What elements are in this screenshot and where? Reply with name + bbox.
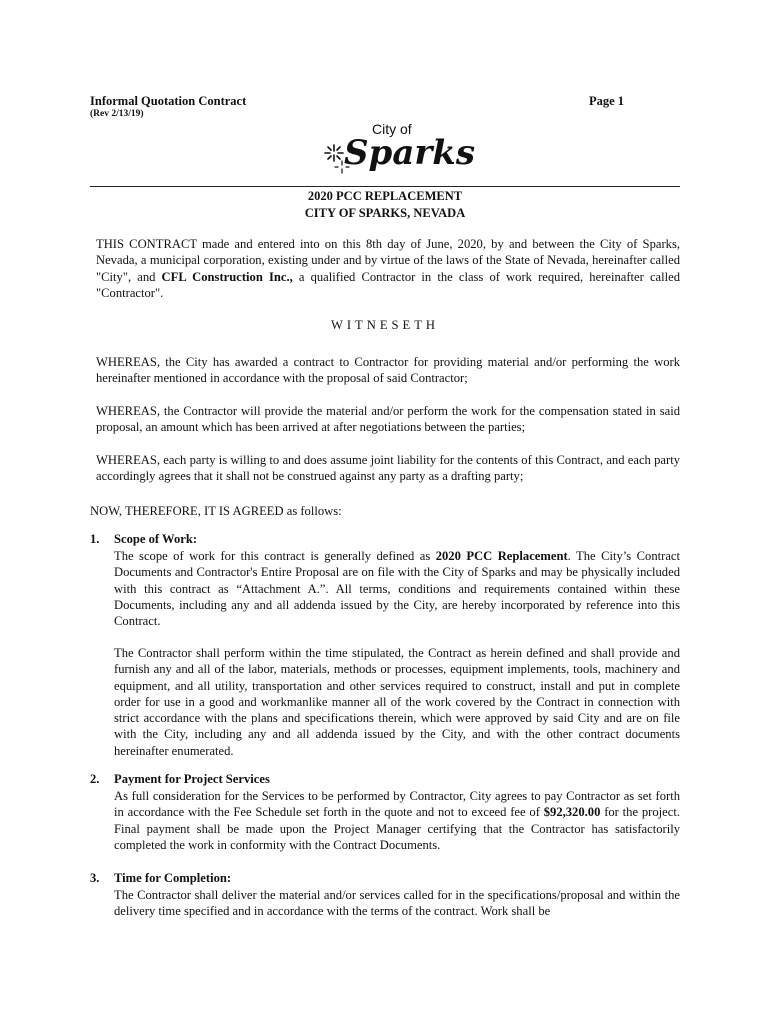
city-of-sparks-logo <box>322 114 475 176</box>
sparkle-icon <box>325 145 343 161</box>
page-number: Page 1 <box>589 94 625 108</box>
section-2-heading: Payment for Project Services <box>114 772 270 786</box>
section-3-number: 3. <box>90 871 100 885</box>
header-divider <box>90 186 680 187</box>
section-2-paragraph: As full consideration for the Services to be performed by Contractor, City agrees to pay Contractor as set forth in accordance with the Fee Schedule set forth in the quote and not to exceed fee of $92,320.00 for the project. Final payment shall be made upon the Project Manager certifying that the Contractor has satisfactorily completed the work in conformity with the Contract Documents. <box>114 789 680 852</box>
contract-amount: $92,320.00 <box>543 805 601 820</box>
section-1-number: 1. <box>90 532 100 546</box>
whereas-3: WHEREAS, each party is willing to and does assume joint liability for the contents of this Contract, and each party accordingly agrees that it shall not be construed against any party as a drafting party; <box>96 453 680 484</box>
section-3-paragraph: The Contractor shall deliver the material and/or services called for in the specifications/proposal and within the delivery time specified and in accordance with the terms of the contract. Work shall be <box>114 888 680 919</box>
section-2-number: 2. <box>90 772 100 786</box>
project-name: 2020 PCC Replacement <box>435 549 568 563</box>
contractor-name: CFL Construction Inc., <box>161 269 293 284</box>
contract-title: 2020 PCC REPLACEMENT <box>307 189 463 203</box>
agreed-statement: NOW, THEREFORE, IT IS AGREED as follows: <box>90 504 342 518</box>
section-1-heading: Scope of Work: <box>114 532 198 546</box>
logo-sparks: Sparks <box>344 133 475 173</box>
section-1-paragraph-2: The Contractor shall perform within the time stipulated, the Contract as herein defined and shall provide and furnish any and all of the labor, materials, methods or processes, equipment implements, tools, machinery and equipment, and all utility, transportation and other services required to construct, install and put in complete order for use in a good and workmanlike manner all of the work covered by the Contract in connection with strict accordance with the plans and specifications therein, which were approved by said City and are on file with the City, including any and all addenda issued by the City, and with the other contract documents hereinafter enumerated. <box>114 646 680 758</box>
witneseth-heading: WITNESETH <box>330 318 440 332</box>
contract-subtitle: CITY OF SPARKS, NEVADA <box>304 206 466 220</box>
intro-text-b: a qualified Contractor in the class of work required, hereinafter called "Contractor". <box>96 269 681 300</box>
whereas-2: WHEREAS, the Contractor will provide the material and/or perform the work for the compensation stated in said proposal, an amount which has been arrived at after negotiations between the parties; <box>96 404 680 435</box>
revision-date: (Rev 2/13/19) <box>90 109 144 119</box>
section-1-paragraph-1: The scope of work for this contract is generally defined as 2020 PCC Replacement. The City’s Contract Documents and Contractor's Entire Proposal are on file with the City of Sparks and may be physically included with this contract as “Attachment A.”. All terms, conditions and requirements contained within these Documents, including any and all addenda issued by the City, are hereby incorporated by reference into this Contract. <box>114 549 681 629</box>
section-3-heading: Time for Completion: <box>114 871 232 885</box>
intro-paragraph <box>96 236 680 301</box>
intro-text-a: THIS CONTRACT made and entered into on this 8th day of June, 2020, by and between the City of Sparks, Nevada, a municipal corporation, existing under and by virtue of the laws of the State of Nevada, hereinafter called "City", and <box>96 237 680 284</box>
logo-city-of: City of <box>372 121 412 137</box>
document-type: Informal Quotation Contract <box>90 94 247 108</box>
whereas-1: WHEREAS, the City has awarded a contract to Contractor for providing material and/or performing the work hereinafter mentioned in accordance with the proposal of said Contractor; <box>96 355 680 386</box>
